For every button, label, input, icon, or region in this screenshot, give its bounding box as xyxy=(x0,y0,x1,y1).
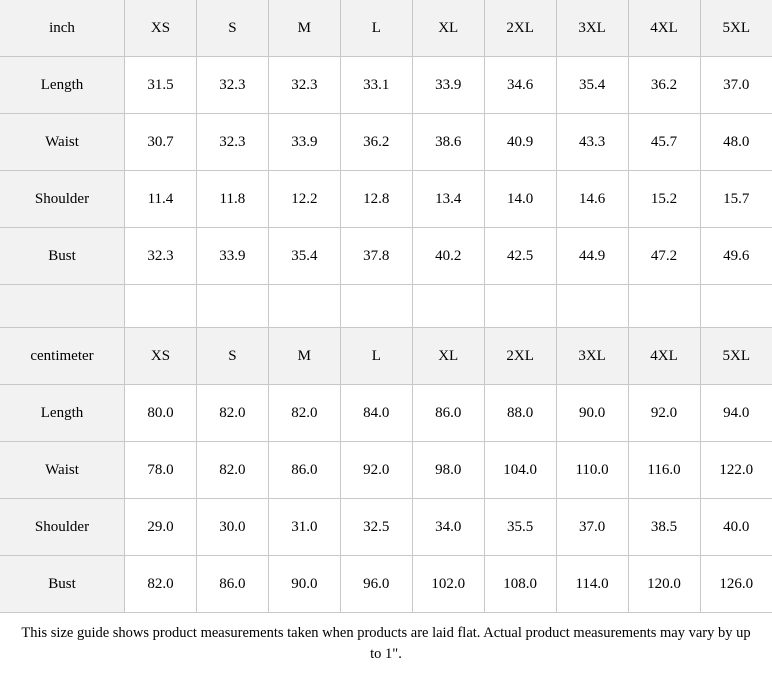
cell-bust-inch-5xl: 49.6 xyxy=(700,228,772,285)
row-label-shoulder-cm: Shoulder xyxy=(0,499,125,556)
table-row xyxy=(0,556,772,613)
column-header-2xl: 2XL xyxy=(484,0,556,57)
cell-shoulder-cm-l: 32.5 xyxy=(340,499,412,556)
cell-shoulder-cm-4xl: 38.5 xyxy=(628,499,700,556)
column-header-cm-3xl: 3XL xyxy=(556,328,628,385)
column-header-5xl: 5XL xyxy=(700,0,772,57)
cell-bust-inch-xs: 32.3 xyxy=(125,228,197,285)
cell-length-cm-3xl: 90.0 xyxy=(556,385,628,442)
table-row xyxy=(0,171,772,228)
column-header-cm-s: S xyxy=(196,328,268,385)
cell-waist-inch-s: 32.3 xyxy=(196,114,268,171)
spacer-cell xyxy=(268,285,340,328)
cell-length-cm-2xl: 88.0 xyxy=(484,385,556,442)
cell-length-cm-5xl: 94.0 xyxy=(700,385,772,442)
cell-shoulder-inch-5xl: 15.7 xyxy=(700,171,772,228)
cell-shoulder-inch-4xl: 15.2 xyxy=(628,171,700,228)
spacer-cell xyxy=(196,285,268,328)
cell-shoulder-cm-xl: 34.0 xyxy=(412,499,484,556)
cell-length-inch-xl: 33.9 xyxy=(412,57,484,114)
column-header-xs: XS xyxy=(125,0,197,57)
cell-length-inch-s: 32.3 xyxy=(196,57,268,114)
cell-length-cm-s: 82.0 xyxy=(196,385,268,442)
cell-waist-inch-2xl: 40.9 xyxy=(484,114,556,171)
cell-waist-inch-l: 36.2 xyxy=(340,114,412,171)
cell-shoulder-inch-xs: 11.4 xyxy=(125,171,197,228)
cell-shoulder-cm-m: 31.0 xyxy=(268,499,340,556)
table-row xyxy=(0,442,772,499)
cell-length-inch-2xl: 34.6 xyxy=(484,57,556,114)
cell-shoulder-inch-3xl: 14.6 xyxy=(556,171,628,228)
column-header-cm-xs: XS xyxy=(125,328,197,385)
cell-length-inch-4xl: 36.2 xyxy=(628,57,700,114)
cell-bust-cm-s: 86.0 xyxy=(196,556,268,613)
cell-length-cm-l: 84.0 xyxy=(340,385,412,442)
cell-shoulder-inch-s: 11.8 xyxy=(196,171,268,228)
table-header-row-centimeter xyxy=(0,328,772,385)
column-header-cm-4xl: 4XL xyxy=(628,328,700,385)
cell-length-cm-xs: 80.0 xyxy=(125,385,197,442)
row-label-shoulder-inch: Shoulder xyxy=(0,171,125,228)
cell-shoulder-inch-2xl: 14.0 xyxy=(484,171,556,228)
cell-bust-inch-4xl: 47.2 xyxy=(628,228,700,285)
table-row xyxy=(0,57,772,114)
size-guide-note: This size guide shows product measurements taken when products are laid flat. Actual product measurements may vary by up to 1". xyxy=(21,625,751,663)
column-header-cm-2xl: 2XL xyxy=(484,328,556,385)
cell-shoulder-cm-xs: 29.0 xyxy=(125,499,197,556)
column-header-cm-m: M xyxy=(268,328,340,385)
cell-waist-cm-5xl: 122.0 xyxy=(700,442,772,499)
column-header-3xl: 3XL xyxy=(556,0,628,57)
row-label-bust-cm: Bust xyxy=(0,556,125,613)
row-label-length-cm: Length xyxy=(0,385,125,442)
row-label-bust-inch: Bust xyxy=(0,228,125,285)
cell-bust-cm-xs: 82.0 xyxy=(125,556,197,613)
cell-shoulder-cm-5xl: 40.0 xyxy=(700,499,772,556)
row-label-waist-inch: Waist xyxy=(0,114,125,171)
spacer-cell xyxy=(628,285,700,328)
table-row xyxy=(0,385,772,442)
cell-waist-cm-l: 92.0 xyxy=(340,442,412,499)
table-row xyxy=(0,228,772,285)
cell-bust-cm-4xl: 120.0 xyxy=(628,556,700,613)
cell-bust-inch-l: 37.8 xyxy=(340,228,412,285)
cell-bust-inch-m: 35.4 xyxy=(268,228,340,285)
cell-bust-inch-s: 33.9 xyxy=(196,228,268,285)
cell-shoulder-cm-3xl: 37.0 xyxy=(556,499,628,556)
cell-bust-inch-2xl: 42.5 xyxy=(484,228,556,285)
column-header-4xl: 4XL xyxy=(628,0,700,57)
spacer-cell xyxy=(340,285,412,328)
column-header-cm-5xl: 5XL xyxy=(700,328,772,385)
cell-bust-cm-l: 96.0 xyxy=(340,556,412,613)
table-row xyxy=(0,499,772,556)
cell-bust-cm-xl: 102.0 xyxy=(412,556,484,613)
cell-shoulder-cm-s: 30.0 xyxy=(196,499,268,556)
section-spacer-row xyxy=(0,285,772,328)
spacer-cell xyxy=(484,285,556,328)
row-label-waist-cm: Waist xyxy=(0,442,125,499)
spacer-cell xyxy=(556,285,628,328)
table-row xyxy=(0,114,772,171)
spacer-cell xyxy=(125,285,197,328)
cell-bust-cm-3xl: 114.0 xyxy=(556,556,628,613)
column-header-l: L xyxy=(340,0,412,57)
cell-bust-inch-3xl: 44.9 xyxy=(556,228,628,285)
cell-waist-cm-4xl: 116.0 xyxy=(628,442,700,499)
cell-waist-inch-3xl: 43.3 xyxy=(556,114,628,171)
cell-waist-inch-5xl: 48.0 xyxy=(700,114,772,171)
cell-length-cm-4xl: 92.0 xyxy=(628,385,700,442)
cell-shoulder-cm-2xl: 35.5 xyxy=(484,499,556,556)
cell-shoulder-inch-l: 12.8 xyxy=(340,171,412,228)
column-header-xl: XL xyxy=(412,0,484,57)
cell-bust-cm-m: 90.0 xyxy=(268,556,340,613)
spacer-cell-head xyxy=(0,285,125,328)
spacer-cell xyxy=(412,285,484,328)
cell-length-inch-m: 32.3 xyxy=(268,57,340,114)
column-header-m: M xyxy=(268,0,340,57)
table-header-row-inch xyxy=(0,0,772,57)
column-header-cm-xl: XL xyxy=(412,328,484,385)
cell-waist-cm-3xl: 110.0 xyxy=(556,442,628,499)
cell-shoulder-inch-m: 12.2 xyxy=(268,171,340,228)
cell-waist-cm-s: 82.0 xyxy=(196,442,268,499)
column-header-s: S xyxy=(196,0,268,57)
cell-length-inch-3xl: 35.4 xyxy=(556,57,628,114)
column-header-cm-l: L xyxy=(340,328,412,385)
cell-length-inch-l: 33.1 xyxy=(340,57,412,114)
cell-shoulder-inch-xl: 13.4 xyxy=(412,171,484,228)
cell-bust-cm-5xl: 126.0 xyxy=(700,556,772,613)
cell-waist-cm-2xl: 104.0 xyxy=(484,442,556,499)
spacer-cell xyxy=(700,285,772,328)
cell-waist-inch-4xl: 45.7 xyxy=(628,114,700,171)
cell-bust-inch-xl: 40.2 xyxy=(412,228,484,285)
cell-waist-inch-m: 33.9 xyxy=(268,114,340,171)
cell-length-cm-m: 82.0 xyxy=(268,385,340,442)
cell-length-cm-xl: 86.0 xyxy=(412,385,484,442)
cell-waist-cm-m: 86.0 xyxy=(268,442,340,499)
unit-label-centimeter: centimeter xyxy=(0,328,125,385)
cell-bust-cm-2xl: 108.0 xyxy=(484,556,556,613)
unit-label-inch: inch xyxy=(0,0,125,57)
cell-waist-inch-xl: 38.6 xyxy=(412,114,484,171)
row-label-length-inch: Length xyxy=(0,57,125,114)
cell-waist-inch-xs: 30.7 xyxy=(125,114,197,171)
cell-length-inch-5xl: 37.0 xyxy=(700,57,772,114)
cell-length-inch-xs: 31.5 xyxy=(125,57,197,114)
cell-waist-cm-xl: 98.0 xyxy=(412,442,484,499)
cell-waist-cm-xs: 78.0 xyxy=(125,442,197,499)
